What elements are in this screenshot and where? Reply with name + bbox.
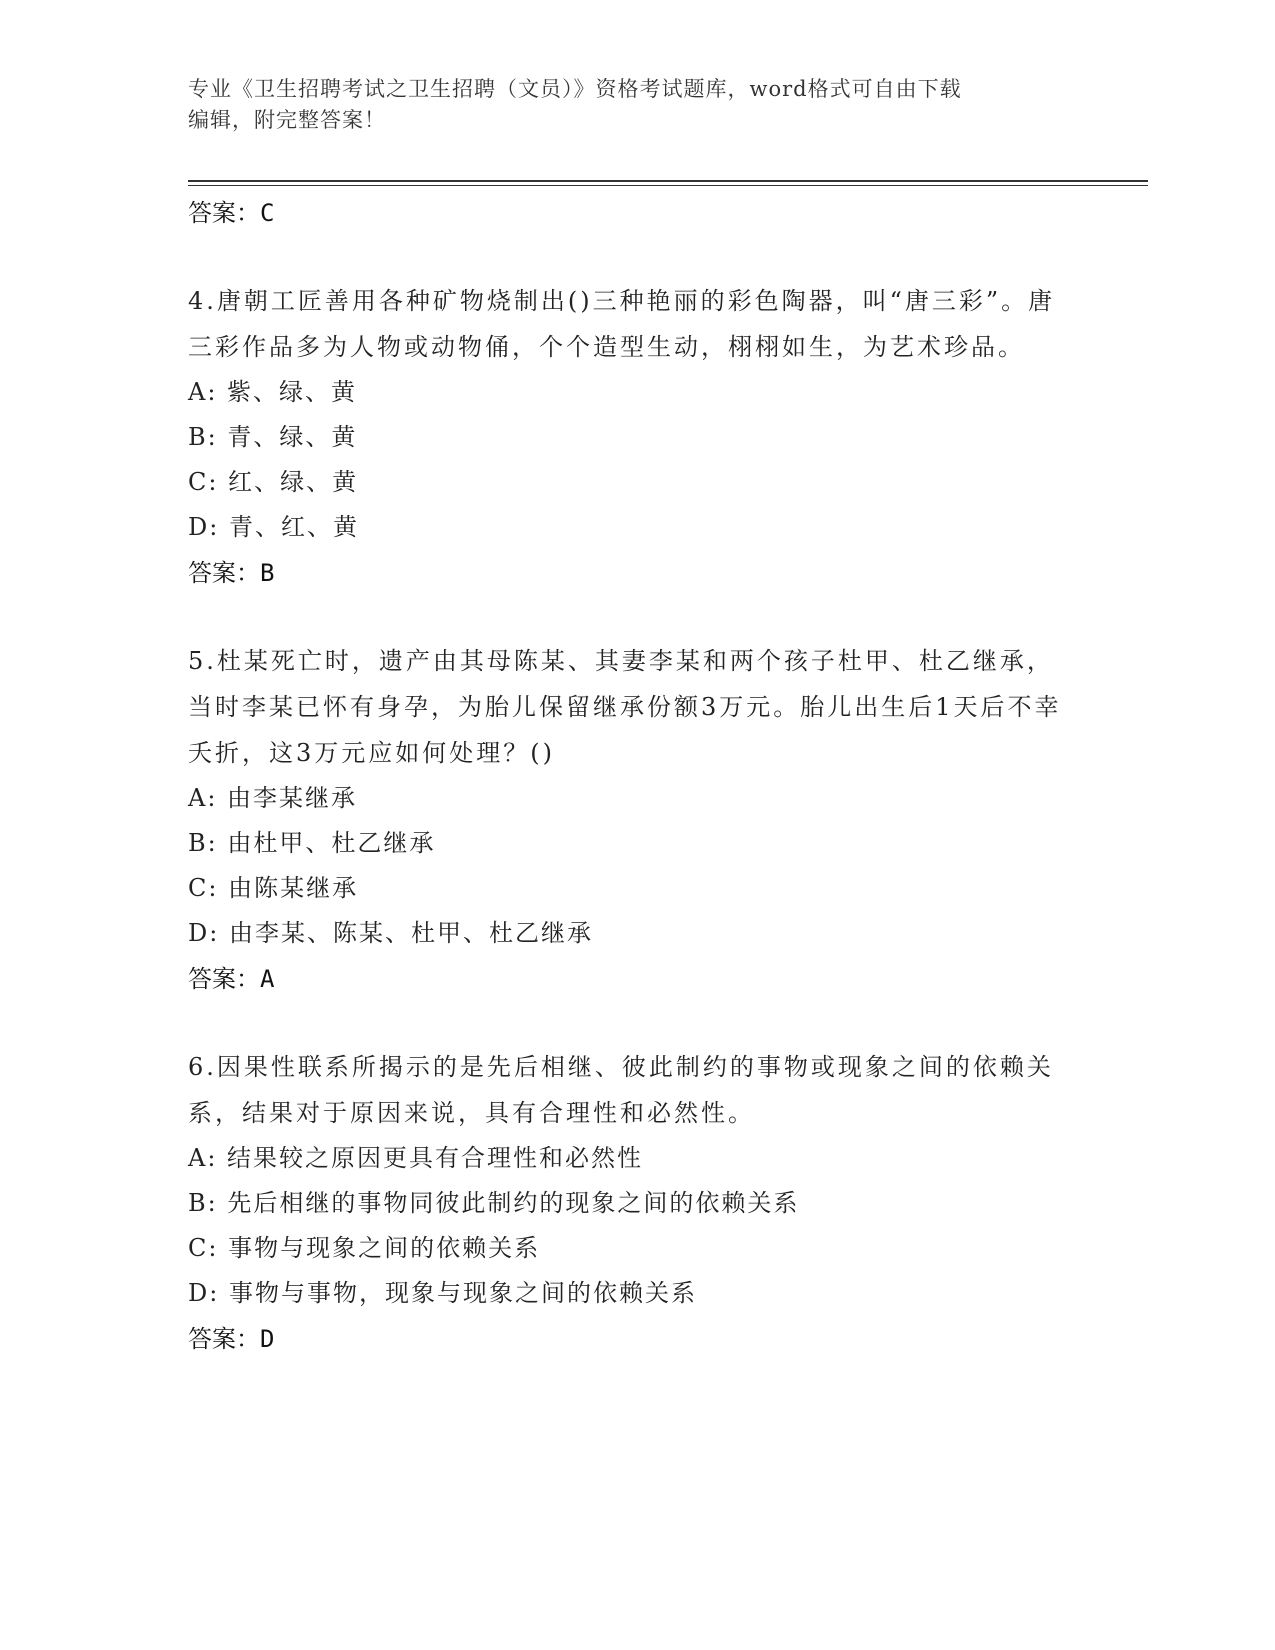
header-divider-thick (188, 180, 1148, 182)
option-b: B: 由杜甲、杜乙继承 (188, 829, 436, 857)
question-stem: 4.唐朝工匠善用各种矿物烧制出()三种艳丽的彩色陶器，叫“唐三彩”。唐三彩作品多为人物或动物俑，个个造型生动，栩栩如生，为艺术珍品。 (188, 287, 1056, 361)
header-line-1: 专业《卫生招聘考试之卫生招聘（文员）》资格考试题库，word格式可自由下载 (188, 77, 962, 101)
option-c: C: 由陈某继承 (188, 874, 359, 902)
answer: 答案：B (188, 559, 275, 587)
option-d: D: 青、红、黄 (188, 513, 359, 541)
question-4 (188, 278, 1068, 596)
option-a: A: 紫、绿、黄 (188, 378, 358, 406)
previous-answer: 答案：C (188, 199, 275, 227)
question-list (188, 190, 1068, 1362)
option-a: A: 结果较之原因更具有合理性和必然性 (188, 1144, 644, 1172)
question-stem: 6.因果性联系所揭示的是先后相继、彼此制约的事物或现象之间的依赖关系，结果对于原因来说，具有合理性和必然性。 (188, 1053, 1054, 1127)
header-divider-thin (188, 185, 1148, 186)
option-d: D: 由李某、陈某、杜甲、杜乙继承 (188, 919, 593, 947)
answer: 答案：A (188, 965, 275, 993)
option-b: B: 先后相继的事物同彼此制约的现象之间的依赖关系 (188, 1189, 800, 1217)
option-d: D: 事物与事物，现象与现象之间的依赖关系 (188, 1279, 697, 1307)
document-header (188, 74, 1068, 136)
question-stem: 5.杜某死亡时，遗产由其母陈某、其妻李某和两个孩子杜甲、杜乙继承，当时李某已怀有身孕，为胎儿保留继承份额3万元。胎儿出生后1天后不幸夭折，这3万元应如何处理？() (188, 647, 1062, 767)
option-c: C: 事物与现象之间的依赖关系 (188, 1234, 541, 1262)
question-5 (188, 638, 1068, 1002)
question-6 (188, 1044, 1068, 1362)
option-b: B: 青、绿、黄 (188, 423, 358, 451)
header-line-2: 编辑，附完整答案！ (188, 108, 386, 132)
option-c: C: 红、绿、黄 (188, 468, 359, 496)
option-a: A: 由李某继承 (188, 784, 358, 812)
answer: 答案：D (188, 1325, 275, 1353)
